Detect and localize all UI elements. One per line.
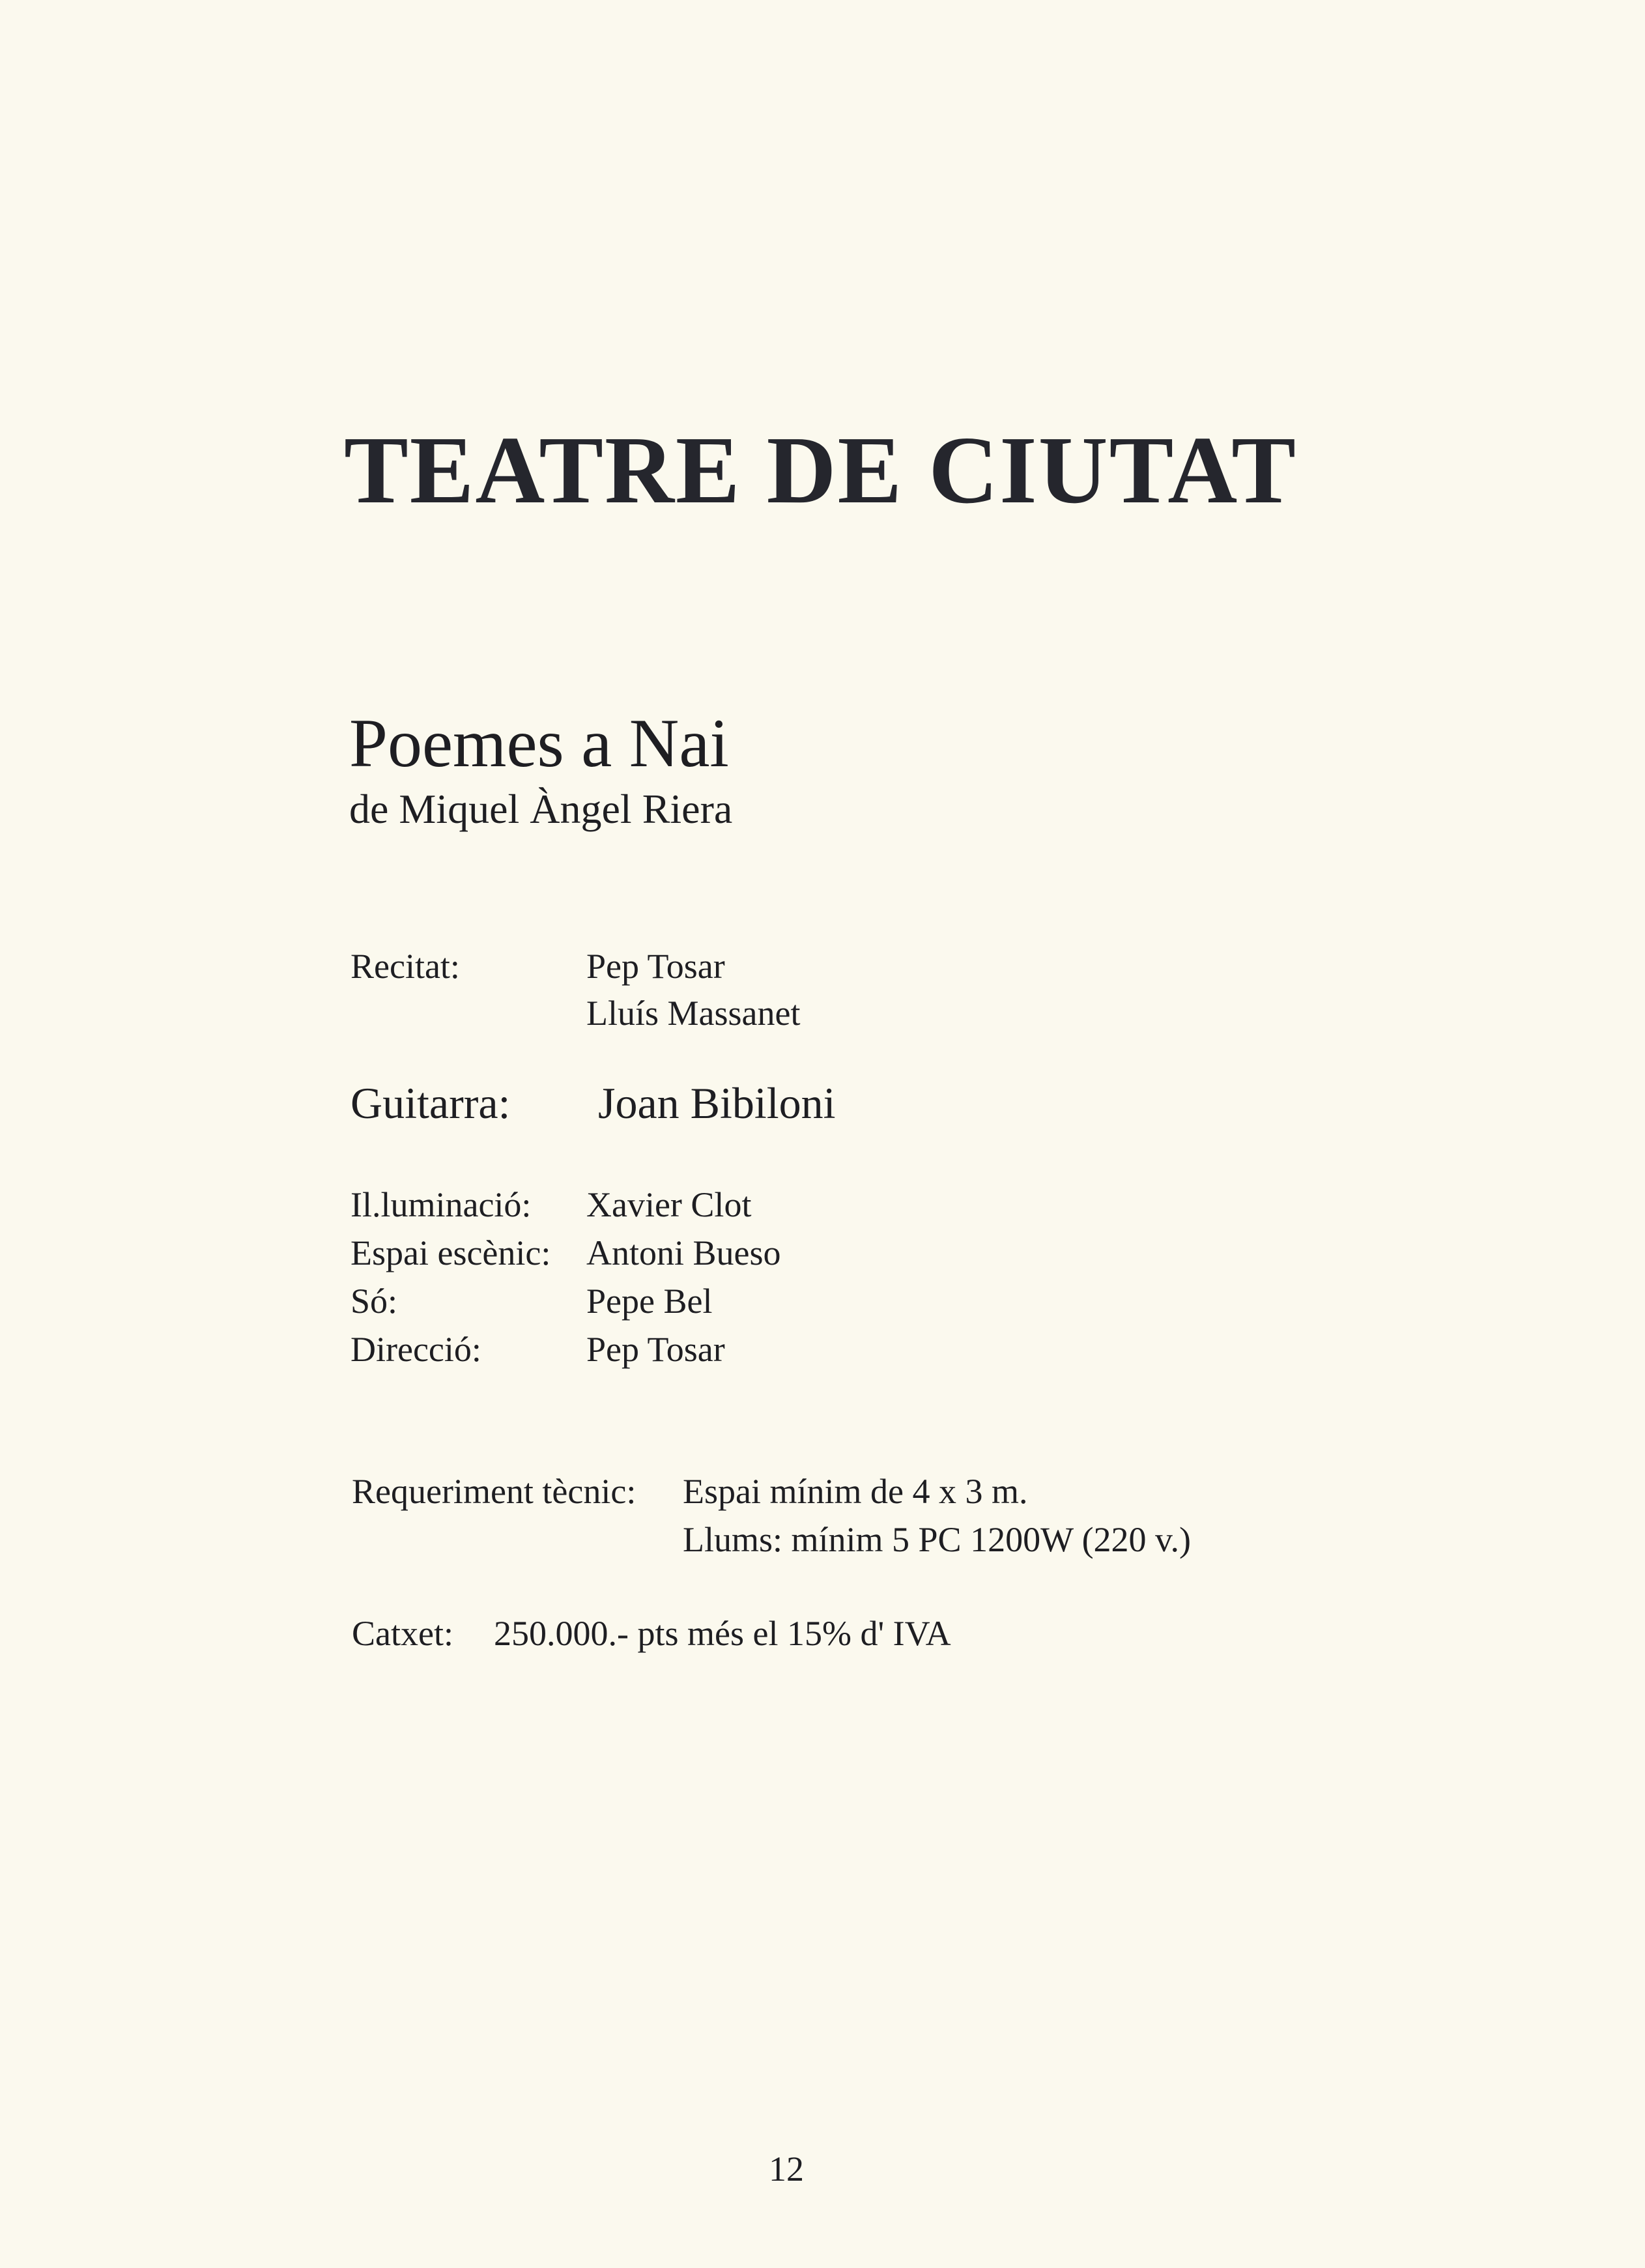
technical-line-2: Llums: mínim 5 PC 1200W (220 v.) (683, 1520, 1192, 1559)
recitat-performer-2: Lluís Massanet (586, 994, 801, 1033)
page-number: 12 (769, 2149, 804, 2189)
guitarra-label: Guitarra: (350, 1078, 511, 1128)
so-value: Pepe Bel (586, 1282, 713, 1321)
fee-value: 250.000.- pts més el 15% d' IVA (494, 1614, 951, 1653)
page-title: TEATRE DE CIUTAT (344, 417, 1297, 524)
so-label: Só: (350, 1282, 398, 1321)
work-title: Poemes a Nai (349, 705, 729, 781)
work-author: de Miquel Àngel Riera (349, 786, 733, 832)
illuminacio-label: Il.luminació: (350, 1185, 532, 1224)
recitat-label: Recitat: (350, 947, 460, 986)
direccio-label: Direcció: (350, 1330, 481, 1369)
espai-escenic-value: Antoni Bueso (586, 1233, 781, 1272)
direccio-value: Pep Tosar (586, 1330, 725, 1369)
recitat-performer-1: Pep Tosar (586, 947, 725, 986)
guitarra-value: Joan Bibiloni (598, 1078, 836, 1128)
technical-line-1: Espai mínim de 4 x 3 m. (683, 1472, 1028, 1511)
technical-label: Requeriment tècnic: (352, 1472, 637, 1511)
illuminacio-value: Xavier Clot (586, 1185, 752, 1224)
espai-escenic-label: Espai escènic: (350, 1233, 551, 1272)
fee-label: Catxet: (352, 1614, 453, 1653)
